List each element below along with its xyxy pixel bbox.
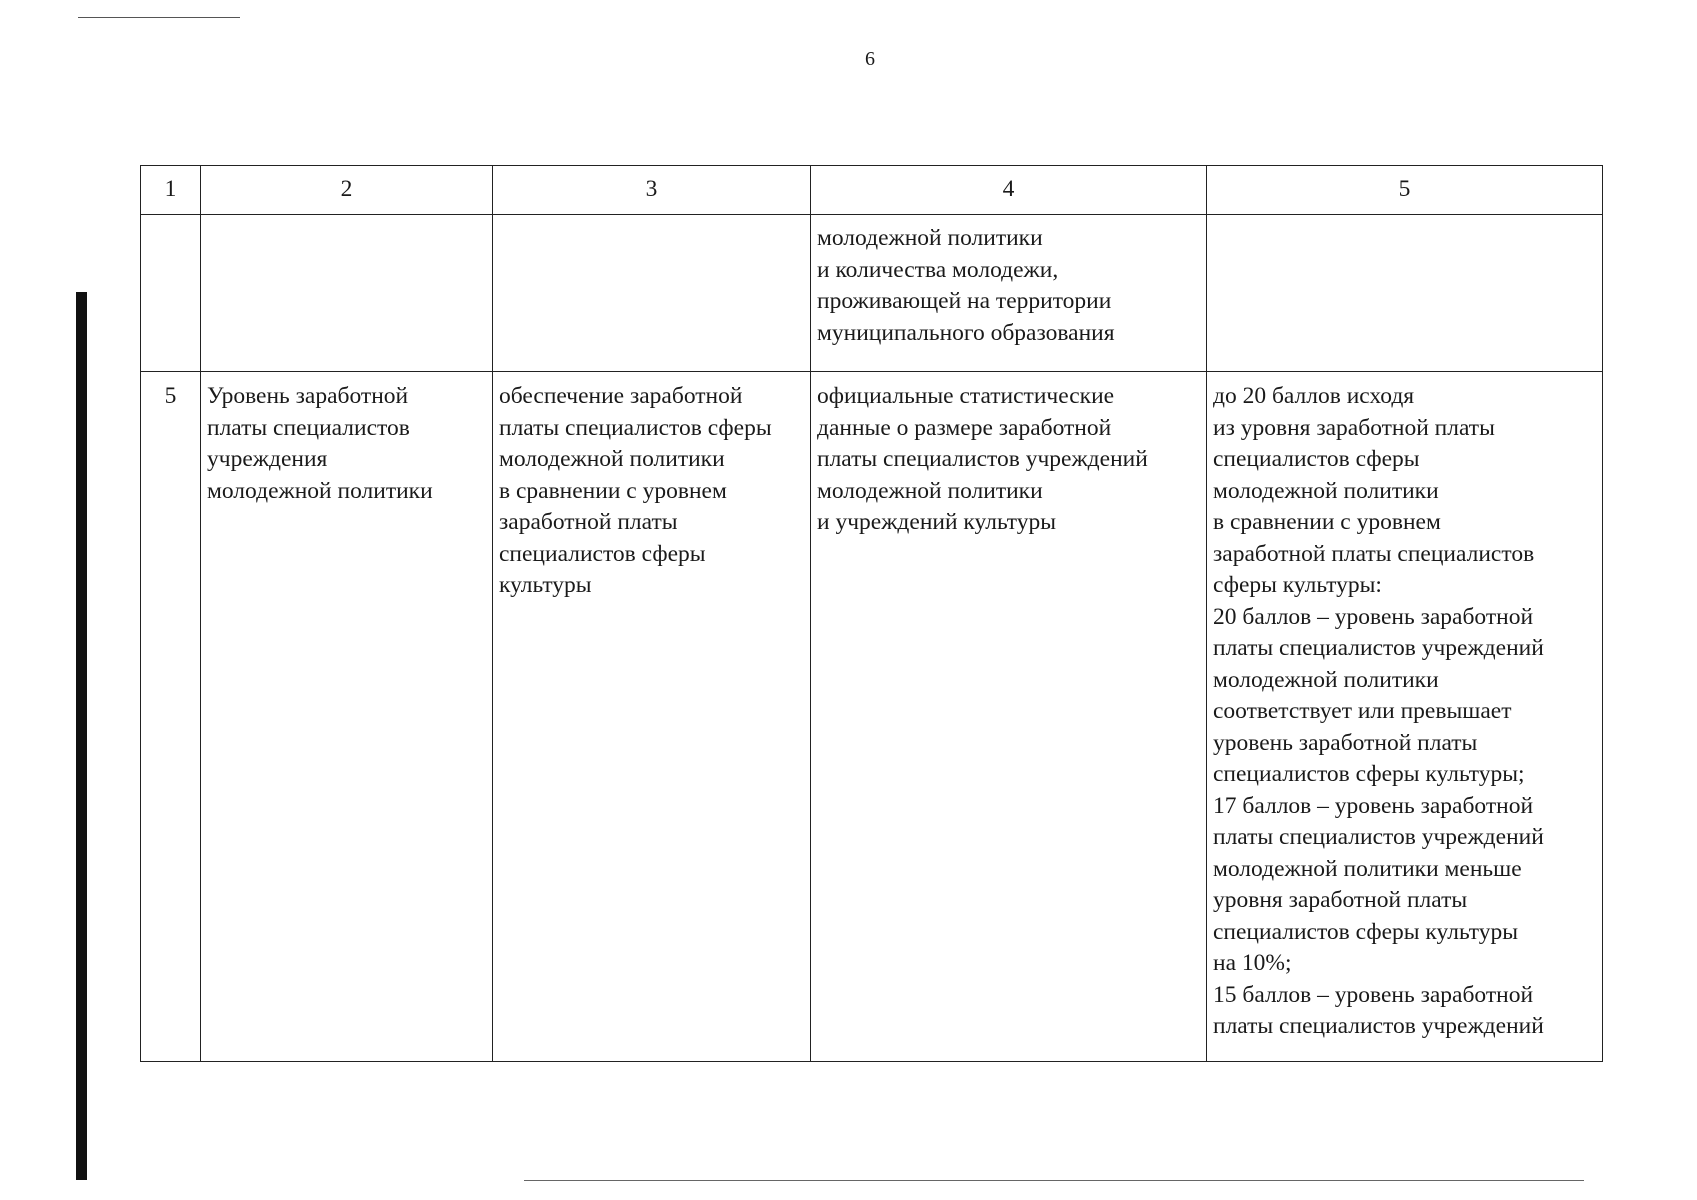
table-header-row [141, 166, 1603, 215]
row5-source: официальные статистические данные о размере заработной платы специалистов учреждений молодежной политики и учреждений культуры [811, 372, 1207, 1062]
header-cell-1: 1 [141, 166, 201, 215]
cont-cell-scoring [1207, 215, 1603, 372]
row5-indicator: Уровень заработной платы специалистов учреждения молодежной политики [201, 372, 493, 1062]
cont-cell-description [493, 215, 811, 372]
cont-cell-source: молодежной политики и количества молодежи, проживающей на территории муниципального образования [811, 215, 1207, 372]
table-row-continuation [141, 215, 1603, 372]
page-number: 6 [865, 48, 875, 70]
cont-cell-number [141, 215, 201, 372]
scan-edge-bar [76, 292, 87, 1180]
criteria-table [140, 165, 1603, 1062]
header-cell-4: 4 [811, 166, 1207, 215]
header-cell-2: 2 [201, 166, 493, 215]
bottom-margin-rule [524, 1180, 1584, 1181]
top-margin-rule [78, 17, 240, 18]
row5-number: 5 [141, 372, 201, 1062]
header-cell-3: 3 [493, 166, 811, 215]
row5-description: обеспечение заработной платы специалистов сферы молодежной политики в сравнении с уровнем заработной платы специалистов сферы культуры [493, 372, 811, 1062]
cont-cell-indicator [201, 215, 493, 372]
header-cell-5: 5 [1207, 166, 1603, 215]
row5-scoring: до 20 баллов исходя из уровня заработной платы специалистов сферы молодежной политики в сравнении с уровнем заработной платы специалистов сферы культуры: 20 баллов – уровень заработной платы специалистов учреждений молодежной политики соответствует или превышает уровень заработной платы специалистов сферы культуры; 17 баллов – уровень заработной платы специалистов учреждений молодежной политики меньше уровня заработной платы специалистов сферы культуры на 10%; 15 баллов – уровень заработной платы специалистов учреждений [1207, 372, 1603, 1062]
table-row-5 [141, 372, 1603, 1062]
